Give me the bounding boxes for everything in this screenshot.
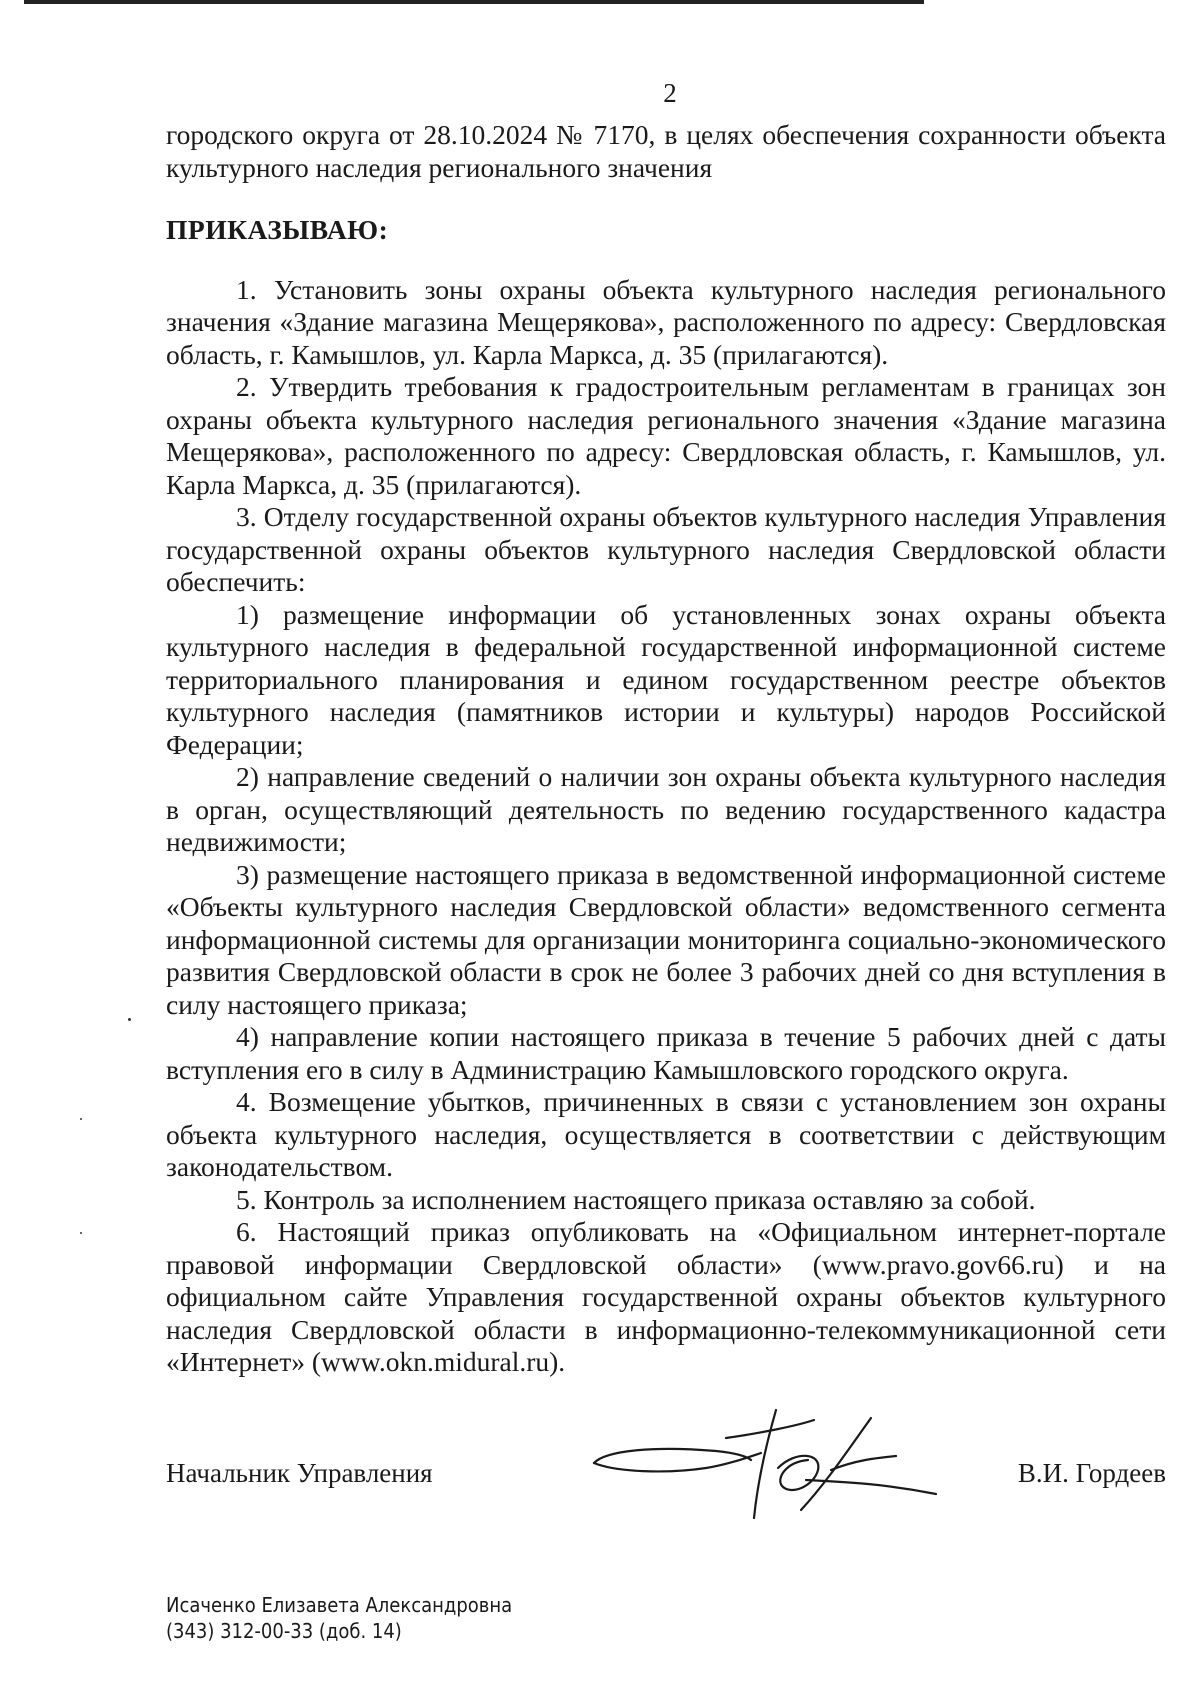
subitem-3-3: 3) размещение настоящего приказа в ведомственной информационной системе «Объекты культурного наследия Свердловской области» ведомственного сегмента информационной системы для организации мониторинга социально-экономического развития Свердловской области в срок не более 3 рабочих дней со дня вступления в силу настоящего приказа; xyxy=(166,858,1166,1020)
executor-info xyxy=(166,1592,512,1644)
paragraph-3: 3. Отделу государственной охраны объектов культурного наследия Управления государственной охраны объектов культурного наследия Свердловской области обеспечить: xyxy=(166,501,1166,597)
intro-text: городского округа от 28.10.2024 № 7170, в целях обеспечения сохранности объекта культурного наследия регионального значения xyxy=(166,119,1166,183)
scan-speck xyxy=(80,1118,82,1120)
signatory-name: В.И. Гордеев xyxy=(1017,1458,1166,1488)
subitem-3-1: 1) размещение информации об установленных зонах охраны объекта культурного наследия в федеральной государственной информационной системе территориального планирования и едином государственном реестре объектов культурного наследия (памятников истории и культуры) народов Российской Федерации; xyxy=(166,598,1166,760)
paragraph-6: 6. Настоящий приказ опубликовать на «Официальном интернет-портале правовой информации Свердловской области» (www.pravo.gov66.ru) и на официальном сайте Управления государственной охраны объектов культурного наследия Свердловской области в информационно-телекоммуникационной сети «Интернет» (www.okn.midural.ru). xyxy=(166,1216,1166,1377)
handwritten-signature xyxy=(586,1398,946,1528)
scan-speck xyxy=(80,1232,82,1234)
order-heading: ПРИКАЗЫВАЮ: xyxy=(166,214,389,245)
subitem-3-4: 4) направление копии настоящего приказа в течение 5 рабочих дней с даты вступления его в силу в Администрацию Камышловского городского округа. xyxy=(166,1021,1166,1085)
executor-phone: (343) 312-00-33 (доб. 14) xyxy=(166,1619,402,1643)
paragraph-2: 2. Утвердить требования к градостроительным регламентам в границах зон охраны объекта культурного наследия регионального значения «Здание магазина Мещерякова», расположенного по адресу: Свердловская область, г. Камышлов, ул. Карла Маркса, д. 35 (прилагаются). xyxy=(166,371,1166,500)
document-body xyxy=(166,119,1166,1379)
scan-speck xyxy=(128,1018,131,1021)
subitem-3-2: 2) направление сведений о наличии зон охраны объекта культурного наследия в орган, осуществляющий деятельность по ведению государственного кадастра недвижимости; xyxy=(166,761,1166,857)
paragraph-1: 1. Установить зоны охраны объекта культурного наследия регионального значения «Здание магазина Мещерякова», расположенного по адресу: Свердловская область, г. Камышлов, ул. Карла Маркса, д. 35 (прилагаются). xyxy=(166,273,1166,370)
signatory-position: Начальник Управления xyxy=(166,1458,433,1488)
paragraph-4: 4. Возмещение убытков, причиненных в связи с установлением зон охраны объекта культурного наследия, осуществляется в соответствии с действующим законодательством. xyxy=(166,1086,1166,1182)
paragraph-5: 5. Контроль за исполнением настоящего приказа оставляю за собой. xyxy=(236,1183,1036,1215)
page-number: 2 xyxy=(663,78,677,108)
executor-name: Исаченко Елизавета Александровна xyxy=(166,1593,513,1617)
scan-top-edge-line xyxy=(24,0,924,4)
